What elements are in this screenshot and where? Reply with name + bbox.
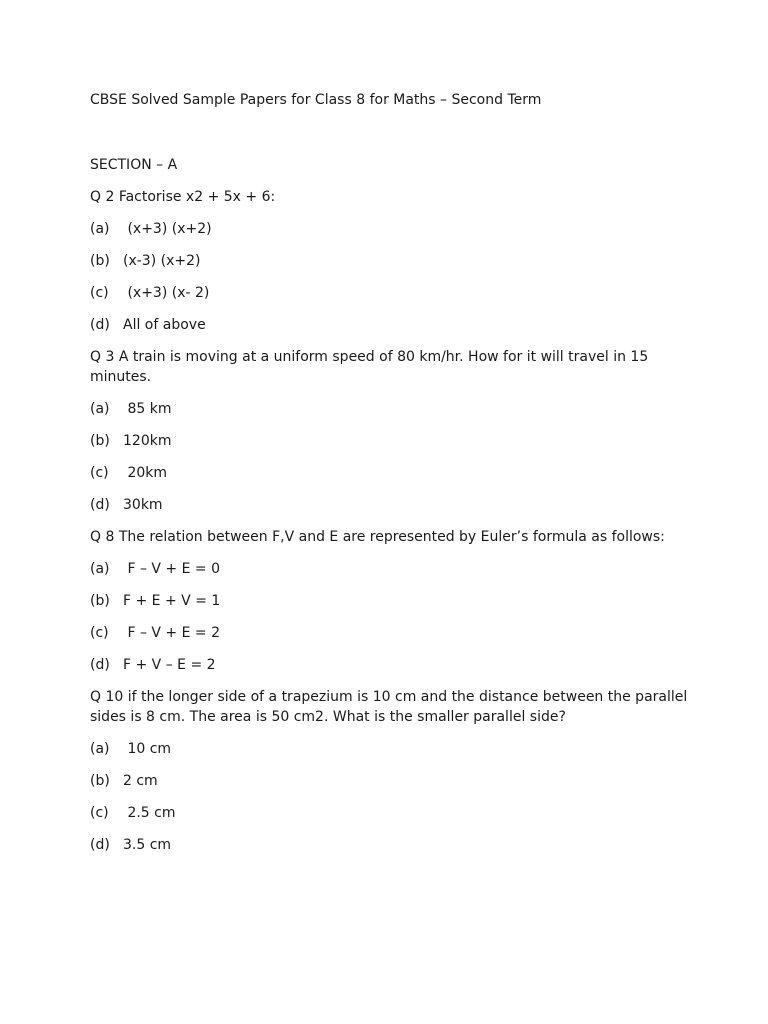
option-text: 10 cm <box>123 741 172 757</box>
option-label: (c) <box>90 285 109 301</box>
option-b <box>90 591 690 611</box>
option-text: F – V + E = 0 <box>123 561 220 577</box>
option-label: (a) <box>90 561 110 577</box>
option-text: (x+3) (x- 2) <box>123 285 210 301</box>
option-text: 85 km <box>123 401 172 417</box>
option-c <box>90 283 690 303</box>
option-label: (b) <box>90 253 110 269</box>
option-d <box>90 655 690 675</box>
option-text: F – V + E = 2 <box>123 625 220 641</box>
option-a <box>90 399 690 419</box>
option-d <box>90 315 690 335</box>
option-text: 20km <box>123 465 168 481</box>
option-c <box>90 803 690 823</box>
option-text: All of above <box>123 317 206 333</box>
option-text: (x-3) (x+2) <box>123 253 201 269</box>
option-text: 120km <box>123 433 172 449</box>
option-d <box>90 495 690 515</box>
option-b <box>90 431 690 451</box>
option-label: (b) <box>90 593 110 609</box>
option-label: (b) <box>90 433 110 449</box>
option-text: F + V – E = 2 <box>123 657 216 673</box>
option-text: (x+3) (x+2) <box>123 221 212 237</box>
option-text: 2.5 cm <box>123 805 176 821</box>
option-text: 30km <box>123 497 163 513</box>
option-c <box>90 463 690 483</box>
option-text: 3.5 cm <box>123 837 172 853</box>
option-d <box>90 835 690 855</box>
question-text: Q 3 A train is moving at a uniform speed of 80 km/hr. How for it will travel in 15 minutes. <box>90 349 653 385</box>
question-text: Q 10 if the longer side of a trapezium is 10 cm and the distance between the parallel sides is 8 cm. The area is 50 cm2. What is the smaller parallel side? <box>90 689 692 725</box>
option-label: (d) <box>90 497 110 513</box>
option-a <box>90 559 690 579</box>
question-block <box>90 347 690 515</box>
option-b <box>90 251 690 271</box>
option-label: (d) <box>90 837 110 853</box>
option-a <box>90 219 690 239</box>
option-label: (a) <box>90 741 110 757</box>
question-block <box>90 687 690 855</box>
option-label: (c) <box>90 465 109 481</box>
section-heading: SECTION – A <box>90 157 178 173</box>
option-b <box>90 771 690 791</box>
document-title: CBSE Solved Sample Papers for Class 8 for Maths – Second Term <box>90 92 542 108</box>
document-page <box>90 90 690 855</box>
option-c <box>90 623 690 643</box>
question-block <box>90 187 690 335</box>
option-label: (a) <box>90 221 110 237</box>
option-label: (d) <box>90 317 110 333</box>
option-label: (d) <box>90 657 110 673</box>
option-label: (c) <box>90 805 109 821</box>
option-label: (b) <box>90 773 110 789</box>
option-label: (a) <box>90 401 110 417</box>
question-text: Q 8 The relation between F,V and E are represented by Euler’s formula as follows: <box>90 529 665 545</box>
option-label: (c) <box>90 625 109 641</box>
option-a <box>90 739 690 759</box>
question-text: Q 2 Factorise x2 + 5x + 6: <box>90 189 276 205</box>
question-block <box>90 527 690 675</box>
option-text: 2 cm <box>123 773 158 789</box>
option-text: F + E + V = 1 <box>123 593 221 609</box>
